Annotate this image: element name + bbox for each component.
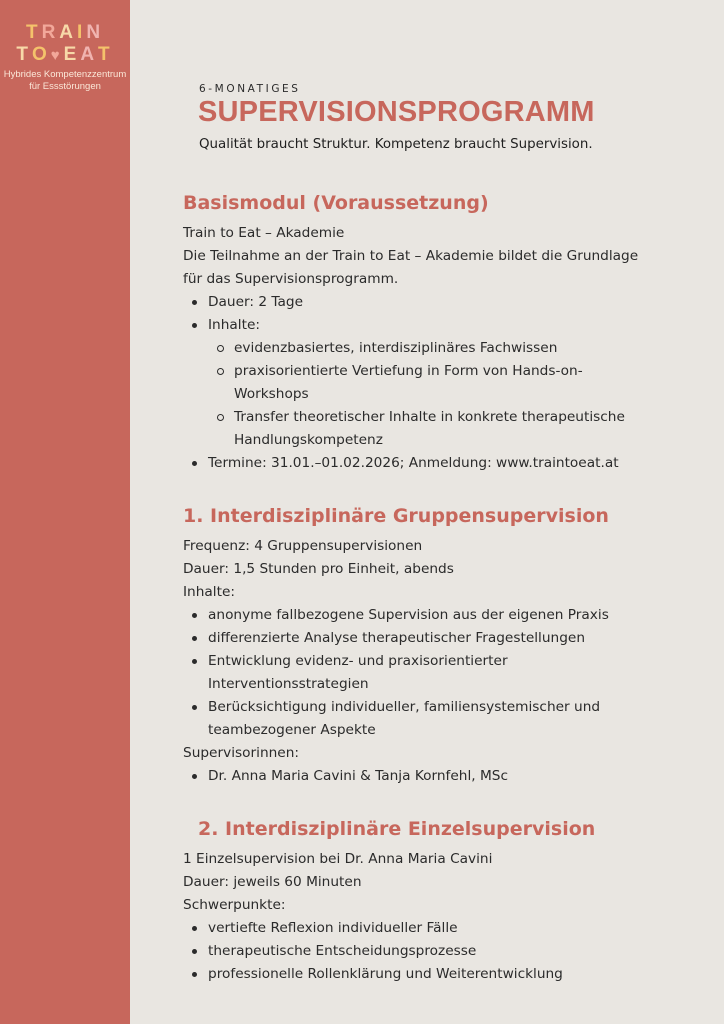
logo-line-2 [0,44,130,66]
logo-letter: O [31,44,51,65]
list-item: Dauer: 2 Tage [183,291,703,314]
logo-letter: N [86,22,105,43]
list-text: Entwicklung evidenz- und praxisorientierter [208,653,508,669]
logo-subtitle-line-1: Hybrides Kompetenzzentrum [3,69,127,80]
bullet-list [183,917,703,986]
logo-letter: E [63,44,81,65]
list-item: anonyme fallbezogene Supervision aus der eigenen Praxis [183,604,703,627]
kicker: 6-MONATIGES [199,83,301,95]
list-item: differenzierte Analyse therapeutischer Fragestellungen [183,627,703,650]
list-item: therapeutische Entscheidungsprozesse [183,940,703,963]
sub-list-item: evidenzbasiertes, interdisziplinäres Fachwissen [183,337,703,360]
section-title: Basismodul (Voraussetzung) [183,192,489,214]
logo-letter: T [16,44,32,65]
text-line: Frequenz: 4 Gruppensupervisionen [183,538,423,554]
text-line: Supervisorinnen: [183,745,299,761]
text-line: Schwerpunkte: [183,897,286,913]
logo-subtitle [0,69,130,93]
bullet-list [183,291,703,475]
list-text: teambezogener Aspekte [208,722,376,738]
logo-letter: T [98,44,114,65]
bullet-list [183,765,703,788]
section-gruppensupervision [183,503,703,788]
logo-subtitle-line-2: für Essstörungen [29,81,101,92]
text-line: Dauer: 1,5 Stunden pro Einheit, abends [183,561,454,577]
list-item: Termine: 31.01.–01.02.2026; Anmeldung: www.traintoeat.at [183,452,703,475]
sub-list-item [183,406,703,452]
text-line: Dauer: jeweils 60 Minuten [183,874,362,890]
logo-letter: R [41,22,60,43]
sub-list-text: praxisorientierte Vertiefung in Form von Hands-on- [234,363,583,379]
heart-icon: ♥ [50,47,64,64]
logo-line-1 [0,22,130,44]
sidebar [0,0,130,1024]
logo-letter: A [59,22,78,43]
sub-list-text: Workshops [234,386,309,402]
list-item [183,650,703,696]
bullet-list [183,604,703,742]
sub-list-text: Transfer theoretischer Inhalte in konkrete therapeutische [234,409,625,425]
list-text: Berücksichtigung individueller, familiensystemischer und [208,699,601,715]
logo-letter: I [77,22,87,43]
section-basismodul [183,190,703,475]
sub-list-text: Handlungskompetenz [234,432,383,448]
train-to-eat-logo [0,22,130,93]
section-einzelsupervision [183,816,703,986]
list-item: professionelle Rollenklärung und Weiterentwicklung [183,963,703,986]
text-line: Die Teilnahme an der Train to Eat – Akademie bildet die Grundlage [183,248,639,264]
text-line: für das Supervisionsprogramm. [183,271,399,287]
logo-letter: A [80,44,99,65]
text-line: Inhalte: [183,584,235,600]
list-item: Inhalte: [183,314,703,337]
list-item [183,696,703,742]
text-line: Train to Eat – Akademie [183,225,345,241]
list-item: Dr. Anna Maria Cavini & Tanja Kornfehl, MSc [183,765,703,788]
text-line: 1 Einzelsupervision bei Dr. Anna Maria Cavini [183,851,493,867]
page-title: SUPERVISIONSPROGRAMM [198,96,595,128]
sub-list-item [183,360,703,406]
logo-letter: T [25,22,42,43]
tagline: Qualität braucht Struktur. Kompetenz braucht Supervision. [199,137,593,152]
list-item: vertiefte Reflexion individueller Fälle [183,917,703,940]
list-text: Interventionsstrategien [208,676,369,692]
section-title: 1. Interdisziplinäre Gruppensupervision [183,505,609,527]
section-title: 2. Interdisziplinäre Einzelsupervision [198,818,596,840]
